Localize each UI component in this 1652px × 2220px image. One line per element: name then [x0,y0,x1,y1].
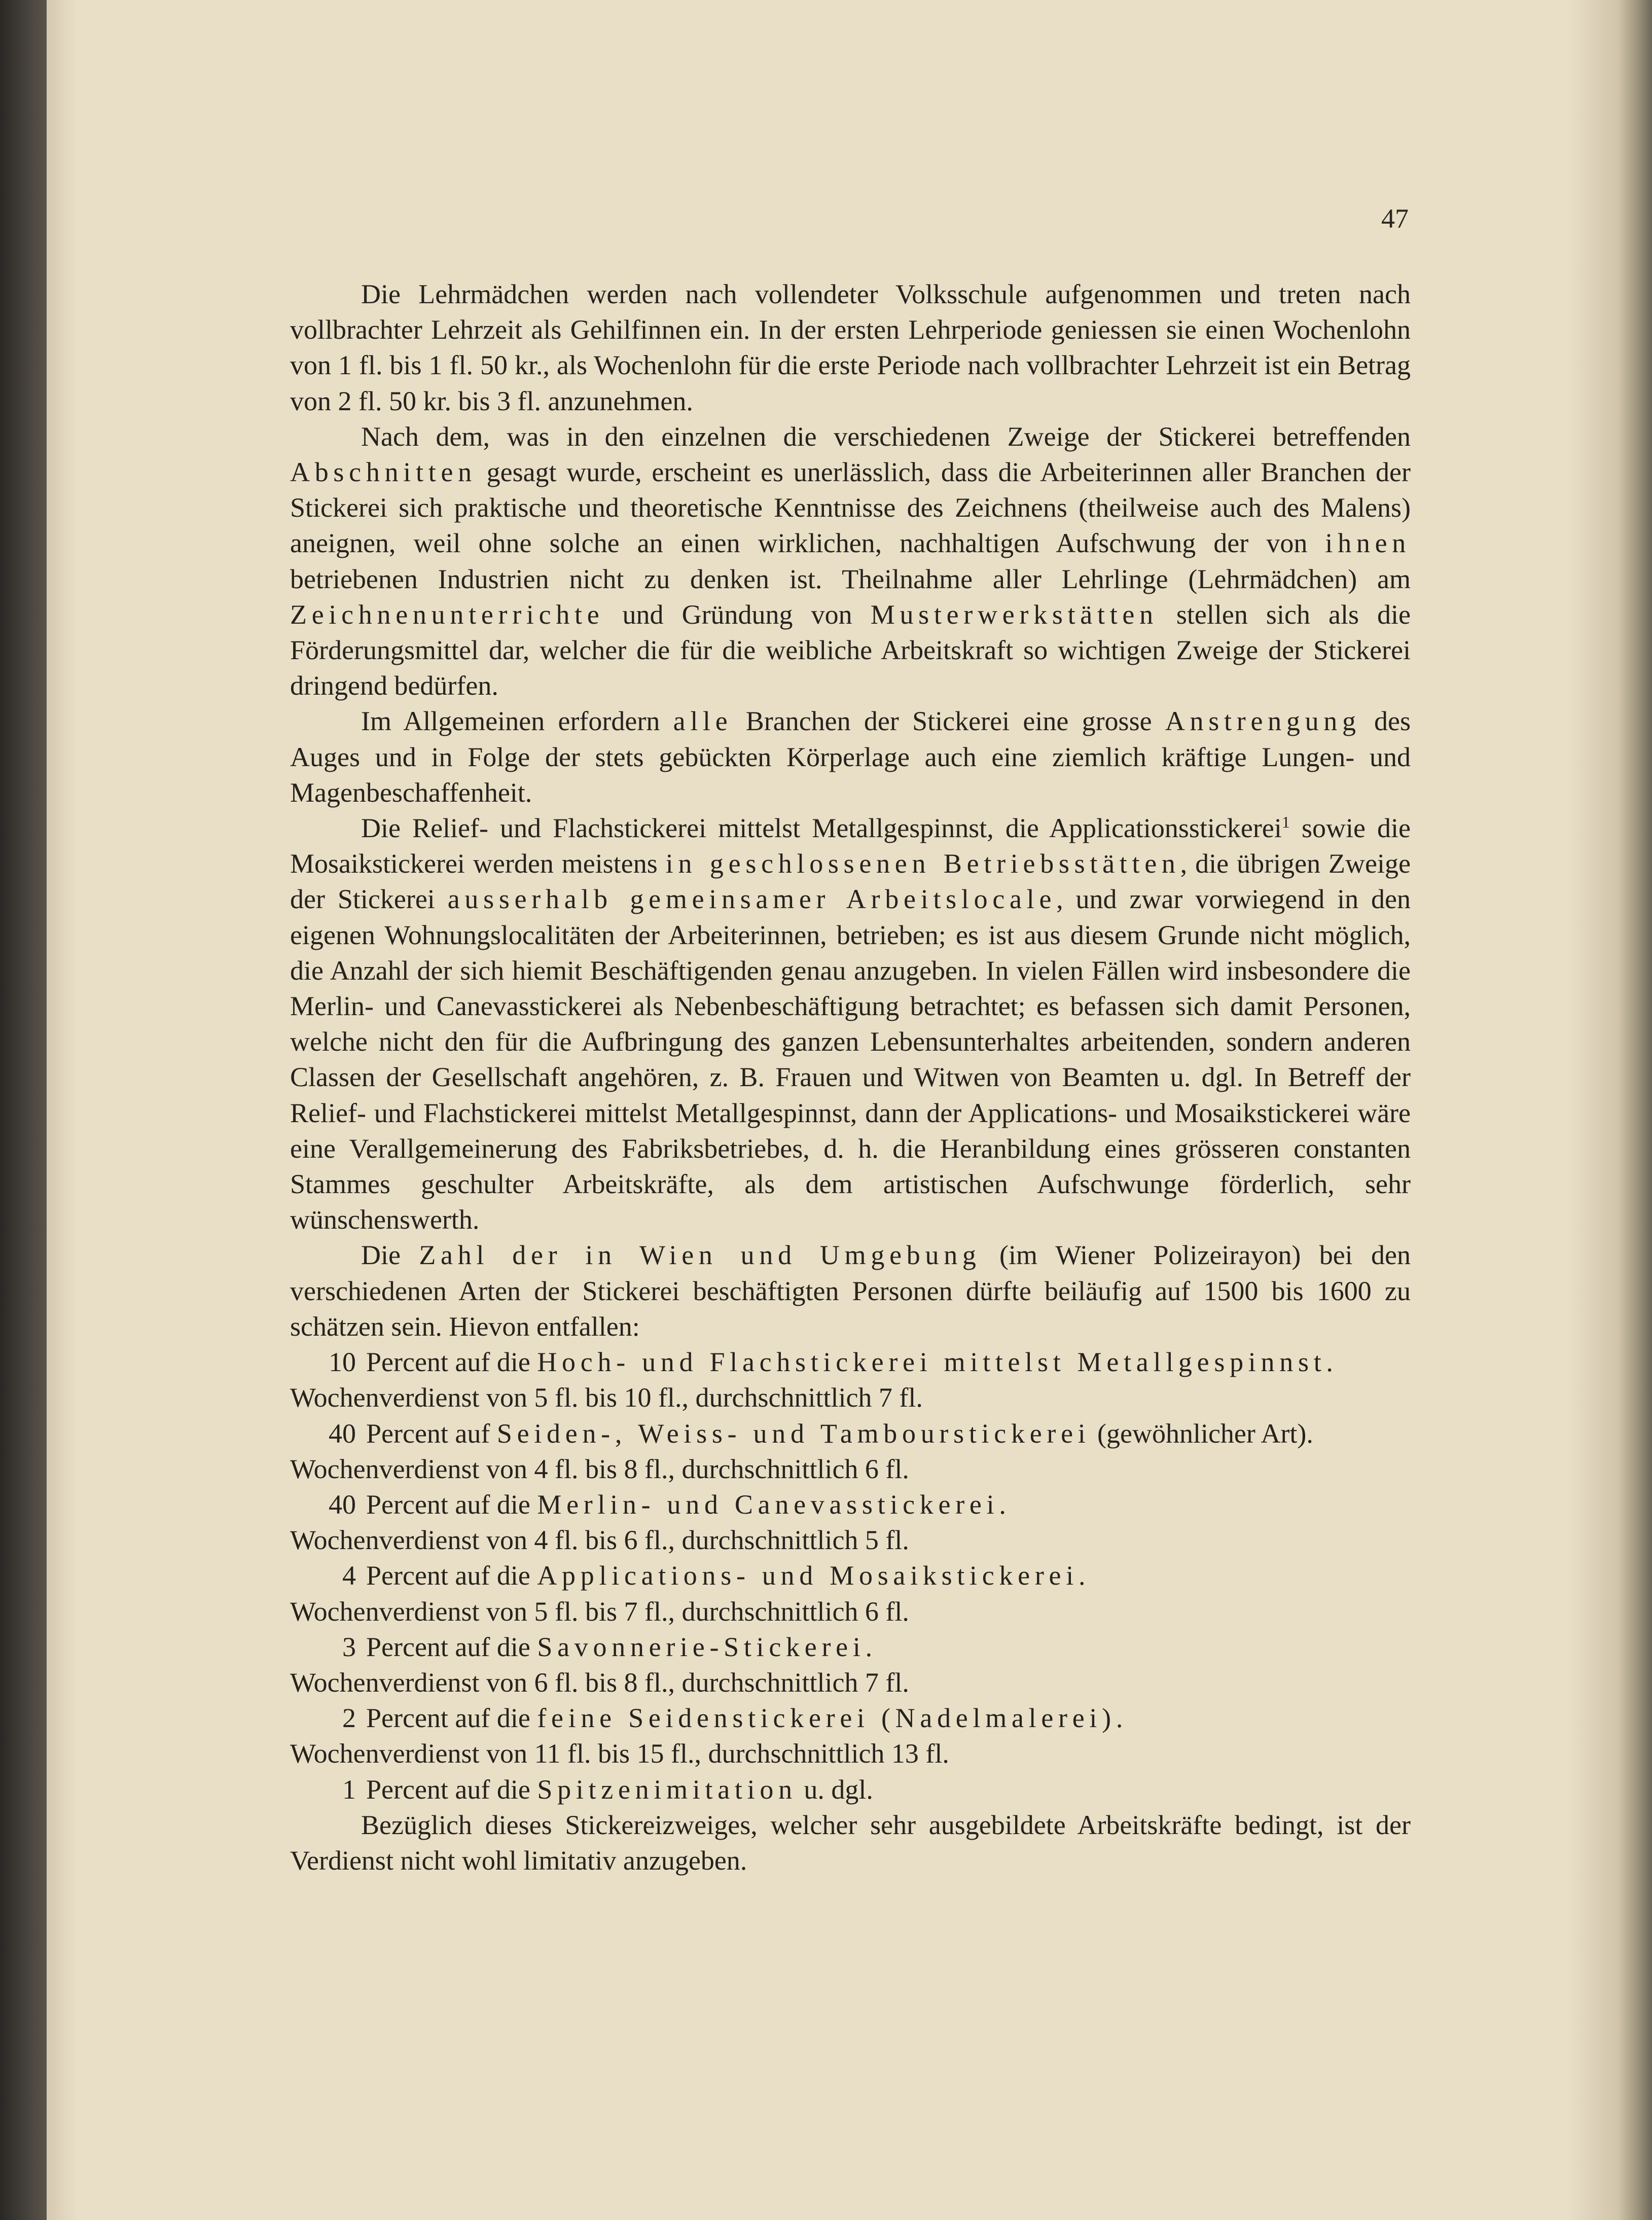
percent-number: 4 [342,1560,356,1591]
percent-number: 40 [329,1489,356,1520]
list-item [290,1344,1411,1380]
page-number: 47 [1381,203,1409,234]
list-item [290,1558,1411,1593]
text-run: sowie die Mosaikstickerei werden meistens [290,813,1411,879]
emphasis-text: Abschnitten [290,457,477,488]
emphasis-text: Zahl der in Wien und Umgebung [419,1240,981,1271]
body-text [290,276,1411,1878]
branch-name: Seiden-, Weiss- und Tambourstickerei [496,1418,1091,1449]
text-run: gesagt wurde, erscheint es unerlässlich, dass die Arbeiterinnen aller Branchen der Stickerei sich praktische und theoretische Kenntnisse des Zeichnens (theilweise auch des Malens) aneignen, weil ohne solche an einen wirklichen, nachhaltigen Aufschwung der von [290,457,1411,559]
text-run: Percent auf [366,1418,497,1449]
text-run: und Gründung von [604,599,871,630]
text-run: u. dgl. [797,1774,873,1805]
branch-name: Merlin- und Canevasstickerei [537,1489,999,1520]
paragraph-worker-count [290,1237,1411,1344]
branch-name: Savonnerie-Stickerei [537,1631,866,1662]
branch-name: feine Seidenstickerei (Nadelmalerei) [537,1703,1116,1734]
list-item [290,1700,1411,1736]
text-run: , die übrigen Zweige der Stickerei [290,848,1411,915]
paragraph-physical-demands [290,703,1411,810]
text-run: des Auges und in Folge der stets gebückten Körperlage auch eine ziemlich kräftige Lungen- und Magenbeschaffenheit. [290,706,1411,808]
paragraph-apprentices: Die Lehrmädchen werden nach vollendeter Volksschule aufgenommen und treten nach vollbrachter Lehrzeit als Gehilfinnen ein. In der ersten Lehrperiode geniessen sie einen Wochenlohn von 1 fl. bis 1 fl. 50 kr., als Wochenlohn für die erste Periode nach vollbrachter Lehrzeit ist ein Betrag von 2 fl. 50 kr. bis 3 fl. anzunehmen. [290,279,1411,416]
book-spine-shadow [0,0,47,2220]
page-edge [1619,0,1652,2220]
emphasis-text: Anstrengung [1165,706,1361,737]
branch-name: Applications- und Mosaikstickerei [537,1560,1079,1591]
text-run: . [999,1489,1006,1520]
book-page [47,0,1619,2220]
emphasis-text: in geschlossenen Betriebsstätten [665,848,1180,879]
weekly-earnings: Wochenverdienst von 4 fl. bis 6 fl., durchschnittlich 5 fl. [290,1525,909,1556]
weekly-earnings: Wochenverdienst von 4 fl. bis 8 fl., durchschnittlich 6 fl. [290,1453,909,1484]
branch-name: Hoch- und Flachstickerei mittelst Metallgespinnst [537,1347,1326,1378]
percent-number: 3 [342,1631,356,1662]
list-item [290,1487,1411,1522]
percent-number: 2 [342,1703,356,1734]
text-run: betriebenen Industrien nicht zu denken ist. Theilnahme aller Lehrlinge (Lehrmädchen) am [290,563,1411,594]
text-run: . [1116,1703,1123,1734]
emphasis-text: Zeichnenunterrichte [290,599,604,630]
percentage-list [290,1344,1411,1807]
emphasis-text: Musterwerkstätten [870,599,1158,630]
text-run: Branchen der Stickerei eine grosse [732,706,1165,737]
list-item [290,1772,1411,1807]
weekly-earnings: Wochenverdienst von 6 fl. bis 8 fl., durchschnittlich 7 fl. [290,1667,909,1698]
text-run: Nach dem, was in den einzelnen die verschiedenen Zweige der Stickerei betreffenden [361,421,1411,452]
text-run: (im Wiener Polizeirayon) bei den verschiedenen Arten der Stickerei beschäftigten Personen dürfte beiläufig auf 1500 bis 1600 zu schätzen sein. Hievon entfallen: [290,1240,1411,1342]
paragraph-workplaces [290,810,1411,1237]
text-run: Percent auf die [366,1774,537,1805]
text-run: Percent auf die [366,1631,537,1662]
text-run: (gewöhnlicher Art). [1090,1418,1313,1449]
emphasis-text: alle [673,706,733,737]
percent-number: 40 [329,1418,356,1449]
list-item [290,1629,1411,1665]
footnote-mark: 1 [1281,813,1290,832]
text-run: , und zwar vorwiegend in den eigenen Wohnungslocalitäten der Arbeiterinnen, betrieben; es ist aus diesem Grunde nicht möglich, die Anzahl der sich hiemit Beschäftigenden genau anzugeben. In vielen Fällen wird insbesondere die Merlin- und Canevasstickerei als Nebenbeschäftigung betrachtet; es befassen sich damit Personen, welche nicht den für die Aufbringung des ganzen Lebensunterhaltes arbeitenden, sondern anderen Classen der Gesellschaft angehören, z. B. Frauen und Witwen von Beamten u. dgl. In Betreff der Relief- und Flachstickerei mittelst Metallgespinnst, dann der Applications- und Mosaikstickerei wäre eine Verallgemeinerung des Fabriksbetriebes, d. h. die Heranbildung eines grösseren constanten Stammes geschulter Arbeitskräfte, als dem artistischen Aufschwunge förderlich, sehr wünschenswerth. [290,884,1411,1235]
weekly-earnings: Wochenverdienst von 5 fl. bis 7 fl., durchschnittlich 6 fl. [290,1596,909,1627]
text-run: . [1326,1347,1333,1378]
weekly-earnings: Wochenverdienst von 5 fl. bis 10 fl., durchschnittlich 7 fl. [290,1382,923,1413]
text-run: Im Allgemeinen erfordern [361,706,673,737]
text-run: Percent auf die [366,1489,537,1520]
text-run: Die Relief- und Flachstickerei mittelst Metallgespinnst, die Applicationsstickerei [361,813,1282,844]
percent-number: 1 [342,1774,356,1805]
paragraph-closing: Bezüglich dieses Stickereizweiges, welcher sehr ausgebildete Arbeitskräfte bedingt, ist der Verdienst nicht wohl limitativ anzugeben. [290,1809,1411,1876]
text-run: . [865,1631,873,1662]
emphasis-text: ihnen [1325,528,1411,559]
paragraph-drawing-skills [290,419,1411,704]
text-run: stellen sich als die Förderungsmittel dar, welcher die für die weibliche Arbeitskraft so wichtigen Zweige der Stickerei dringend bedürfen. [290,599,1411,701]
weekly-earnings: Wochenverdienst von 11 fl. bis 15 fl., durchschnittlich 13 fl. [290,1738,949,1769]
branch-name: Spitzenimitation [537,1774,797,1805]
text-run: Percent auf die [366,1347,537,1378]
emphasis-text: ausserhalb gemeinsamer Arbeitslocale [447,884,1057,915]
text-run: . [1078,1560,1086,1591]
text-run: Die [361,1240,419,1271]
text-run: Percent auf die [366,1560,537,1591]
list-item [290,1416,1411,1451]
percent-number: 10 [329,1347,356,1378]
text-run: Percent auf die [366,1703,537,1734]
